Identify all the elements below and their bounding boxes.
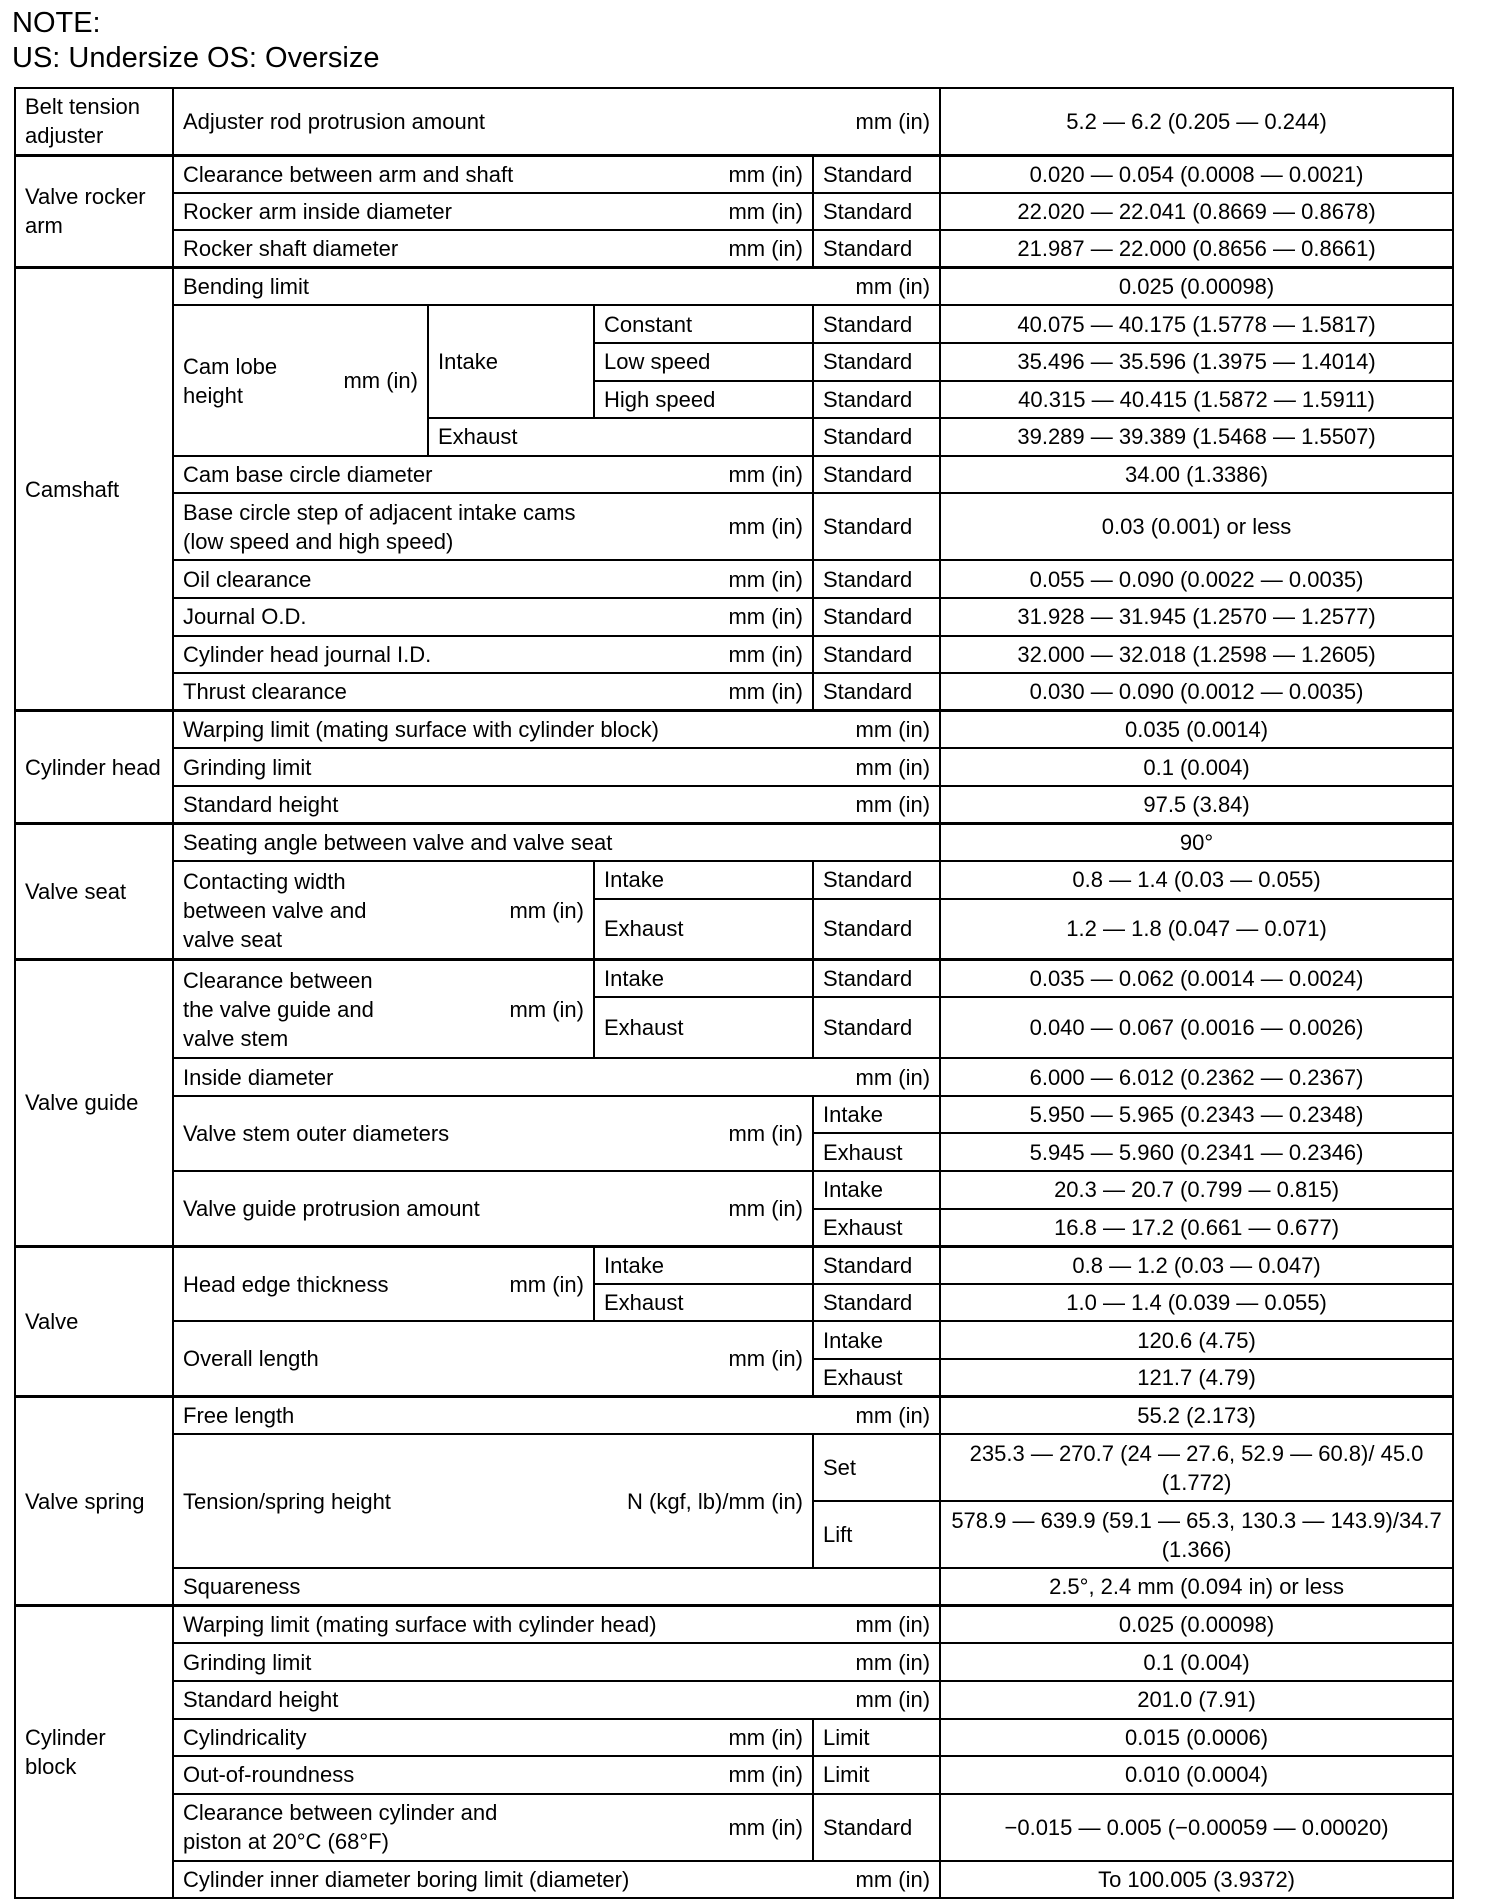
item-cell (173, 1756, 813, 1794)
item-cell (173, 456, 813, 494)
value-cell: 22.020 — 22.041 (0.8669 — 0.8678) (940, 193, 1453, 231)
table-row (15, 493, 1453, 560)
unit-label: mm (in) (728, 604, 803, 630)
unit-label: mm (in) (855, 1867, 931, 1893)
table-row (15, 636, 1453, 674)
group-label: Cylinder head (15, 711, 173, 824)
table-row (15, 1171, 1453, 1209)
item-label: Standard height (183, 791, 339, 817)
table-row (15, 268, 1453, 306)
unit-label: mm (in) (728, 1120, 803, 1146)
unit-label: mm (in) (855, 754, 931, 780)
unit-label: mm (in) (728, 161, 803, 187)
unit-label: N (kgf, lb)/mm (in) (627, 1488, 803, 1514)
unit-label: mm (in) (855, 1687, 931, 1713)
type-cell: Standard (813, 193, 940, 231)
value-cell: 97.5 (3.84) (940, 786, 1453, 824)
sub-label: Intake (813, 1171, 940, 1209)
table-row (15, 1397, 1453, 1435)
item-cell (173, 1681, 940, 1719)
item-cell (173, 1397, 940, 1435)
exhaust-label: Exhaust (428, 418, 813, 456)
item-cell (173, 711, 940, 749)
item-label: Overall length (183, 1346, 319, 1372)
value-cell: 16.8 — 17.2 (0.661 — 0.677) (940, 1209, 1453, 1247)
type-cell: Standard (813, 598, 940, 636)
table-row (15, 824, 1453, 862)
unit-label: mm (in) (855, 1064, 931, 1090)
value-cell: 0.040 — 0.067 (0.0016 — 0.0026) (940, 997, 1453, 1058)
unit-label: mm (in) (728, 514, 803, 540)
value-cell: 0.010 (0.0004) (940, 1756, 1453, 1794)
item-cell (173, 268, 940, 306)
type-cell: Standard (813, 960, 940, 998)
group-label: Valve guide (15, 960, 173, 1247)
item-label: Clearance between the valve guide and valve stem (183, 967, 374, 1051)
value-cell: 0.1 (0.004) (940, 1643, 1453, 1681)
value-cell: 235.3 — 270.7 (24 — 27.6, 52.9 — 60.8)/ 45.0 (1.772) (940, 1434, 1453, 1501)
unit-label: mm (in) (855, 1403, 931, 1429)
table-row (15, 1096, 1453, 1134)
item-cell (173, 1058, 940, 1096)
unit-label: mm (in) (728, 198, 803, 224)
item-label: Contacting width between valve and valve seat (183, 868, 367, 952)
item-cell (173, 861, 594, 960)
value-cell: 40.075 — 40.175 (1.5778 — 1.5817) (940, 305, 1453, 343)
sub-label: Constant (594, 305, 813, 343)
value-cell: 0.025 (0.00098) (940, 1606, 1453, 1644)
value-cell: 0.035 (0.0014) (940, 711, 1453, 749)
unit-label: mm (in) (728, 1814, 803, 1840)
type-cell: Standard (813, 381, 940, 419)
value-cell: 121.7 (4.79) (940, 1359, 1453, 1397)
value-cell: 21.987 — 22.000 (0.8656 — 0.8661) (940, 230, 1453, 268)
item-label: Journal O.D. (183, 604, 307, 630)
table-row (15, 1606, 1453, 1644)
item-cell (173, 1643, 940, 1681)
type-cell: Standard (813, 343, 940, 381)
table-row (15, 711, 1453, 749)
value-cell: 0.055 — 0.090 (0.0022 — 0.0035) (940, 560, 1453, 598)
note-title: NOTE: (12, 7, 101, 39)
sub-label: Intake (813, 1096, 940, 1134)
unit-label: mm (in) (855, 274, 931, 300)
value-cell: 0.03 (0.001) or less (940, 493, 1453, 560)
unit-label: mm (in) (728, 679, 803, 705)
item-cell (173, 1861, 940, 1899)
item-cell (173, 1096, 813, 1171)
item-cell (173, 786, 940, 824)
group-label: Cylinder block (15, 1606, 173, 1899)
item-label: Adjuster rod protrusion amount (183, 108, 486, 134)
value-cell: 1.2 — 1.8 (0.047 — 0.071) (940, 899, 1453, 960)
value-cell: 0.8 — 1.4 (0.03 — 0.055) (940, 861, 1453, 899)
table-row (15, 960, 1453, 998)
sub-label: Intake (594, 960, 813, 998)
item-label: Rocker shaft diameter (183, 236, 399, 262)
item-cell: Seating angle between valve and valve seat (173, 824, 940, 862)
value-cell: 0.8 — 1.2 (0.03 — 0.047) (940, 1246, 1453, 1284)
unit-label: mm (in) (728, 462, 803, 488)
item-cell (173, 748, 940, 786)
value-cell: 5.950 — 5.965 (0.2343 — 0.2348) (940, 1096, 1453, 1134)
unit-label: mm (in) (728, 641, 803, 667)
value-cell: To 100.005 (3.9372) (940, 1861, 1453, 1899)
table-row (15, 1681, 1453, 1719)
item-cell (173, 1794, 813, 1861)
item-cell (173, 1606, 940, 1644)
group-label: Belt tension adjuster (15, 88, 173, 155)
unit-label: mm (in) (728, 236, 803, 262)
value-cell: 120.6 (4.75) (940, 1321, 1453, 1359)
item-cell (173, 1246, 594, 1321)
item-label: Valve stem outer diameters (183, 1120, 450, 1146)
type-cell: Standard (813, 155, 940, 193)
item-label: Valve guide protrusion amount (183, 1195, 480, 1221)
sub-label: Low speed (594, 343, 813, 381)
type-cell: Limit (813, 1756, 940, 1794)
table-row (15, 1321, 1453, 1359)
value-cell: 6.000 — 6.012 (0.2362 — 0.2367) (940, 1058, 1453, 1096)
value-cell: 5.2 — 6.2 (0.205 — 0.244) (940, 88, 1453, 155)
table-row (15, 598, 1453, 636)
table-row (15, 456, 1453, 494)
value-cell: 0.035 — 0.062 (0.0014 — 0.0024) (940, 960, 1453, 998)
group-label: Valve spring (15, 1397, 173, 1606)
sub-label: Lift (813, 1501, 940, 1568)
table-row (15, 1719, 1453, 1757)
spec-table (14, 87, 1454, 1899)
item-cell (173, 636, 813, 674)
table-row (15, 155, 1453, 193)
sub-label: Exhaust (813, 1209, 940, 1247)
table-row (15, 193, 1453, 231)
item-cell (173, 88, 940, 155)
table-row (15, 305, 1453, 343)
item-label: Oil clearance (183, 566, 312, 592)
item-cell (173, 1321, 813, 1396)
type-cell: Standard (813, 493, 940, 560)
table-row (15, 230, 1453, 268)
item-label: Out-of-roundness (183, 1762, 355, 1788)
item-cell (173, 230, 813, 268)
unit-label: mm (in) (728, 566, 803, 592)
type-cell: Standard (813, 1794, 940, 1861)
item-cell (173, 155, 813, 193)
item-label: Inside diameter (183, 1064, 334, 1090)
item-label: Cylindricality (183, 1724, 307, 1750)
table-row (15, 1568, 1453, 1606)
table-row (15, 1246, 1453, 1284)
type-cell: Standard (813, 230, 940, 268)
sub-label: Exhaust (813, 1359, 940, 1397)
value-cell: 201.0 (7.91) (940, 1681, 1453, 1719)
item-label: Grinding limit (183, 754, 312, 780)
value-cell: 1.0 — 1.4 (0.039 — 0.055) (940, 1284, 1453, 1322)
sub-label: Intake (813, 1321, 940, 1359)
table-row (15, 1756, 1453, 1794)
value-cell: 0.025 (0.00098) (940, 268, 1453, 306)
item-label: Head edge thickness (183, 1271, 389, 1297)
type-cell: Standard (813, 899, 940, 960)
sub-label: Intake (594, 861, 813, 899)
item-label: Standard height (183, 1687, 339, 1713)
unit-label: mm (in) (728, 1346, 803, 1372)
table-row (15, 1434, 1453, 1501)
value-cell: 0.030 — 0.090 (0.0012 — 0.0035) (940, 673, 1453, 711)
item-cell (173, 960, 594, 1059)
unit-label: mm (in) (855, 1649, 931, 1675)
group-label: Valve seat (15, 824, 173, 960)
sub-label: Exhaust (594, 997, 813, 1058)
unit-label: mm (in) (855, 1612, 931, 1638)
type-cell: Standard (813, 560, 940, 598)
item-label: Grinding limit (183, 1649, 312, 1675)
value-cell: 40.315 — 40.415 (1.5872 — 1.5911) (940, 381, 1453, 419)
type-cell: Standard (813, 305, 940, 343)
item-label: Base circle step of adjacent intake cams (low speed and high speed) (183, 499, 576, 554)
item-label: Warping limit (mating surface with cylinder head) (183, 1612, 657, 1638)
value-cell: 34.00 (1.3386) (940, 456, 1453, 494)
value-cell: −0.015 — 0.005 (−0.00059 — 0.00020) (940, 1794, 1453, 1861)
item-label: Warping limit (mating surface with cylinder block) (183, 717, 659, 743)
type-cell: Standard (813, 418, 940, 456)
table-row (15, 1861, 1453, 1899)
item-label: Bending limit (183, 274, 309, 300)
item-cell (173, 493, 813, 560)
value-cell: 5.945 — 5.960 (0.2341 — 0.2346) (940, 1133, 1453, 1171)
unit-label: mm (in) (855, 791, 931, 817)
unit-label: mm (in) (728, 1195, 803, 1221)
item-label: Tension/spring height (183, 1488, 391, 1514)
sub-label: Exhaust (594, 1284, 813, 1322)
type-cell: Standard (813, 1284, 940, 1322)
group-label: Valve rocker arm (15, 155, 173, 268)
value-cell: 32.000 — 32.018 (1.2598 — 1.2605) (940, 636, 1453, 674)
value-cell: 578.9 — 639.9 (59.1 — 65.3, 130.3 — 143.9)/34.7 (1.366) (940, 1501, 1453, 1568)
item-cell (173, 598, 813, 636)
item-label: Cam lobe height (183, 353, 278, 408)
type-cell: Standard (813, 456, 940, 494)
item-cell (173, 305, 428, 455)
group-label: Camshaft (15, 268, 173, 711)
table-row (15, 560, 1453, 598)
sub-label: Set (813, 1434, 940, 1501)
type-cell: Standard (813, 636, 940, 674)
unit-label: mm (in) (509, 897, 584, 923)
item-label: Cam base circle diameter (183, 462, 433, 488)
item-cell: Squareness (173, 1568, 940, 1606)
intake-label: Intake (428, 305, 594, 418)
item-label: Clearance between cylinder and piston at 20°C (68°F) (183, 1800, 498, 1855)
unit-label: mm (in) (855, 717, 931, 743)
note-text: US: Undersize OS: Oversize (12, 42, 380, 74)
table-row (15, 88, 1453, 155)
note (12, 6, 379, 76)
item-label: Cylinder head journal I.D. (183, 641, 432, 667)
value-cell: 39.289 — 39.389 (1.5468 — 1.5507) (940, 418, 1453, 456)
value-cell: 55.2 (2.173) (940, 1397, 1453, 1435)
group-label: Valve (15, 1246, 173, 1396)
unit-label: mm (in) (728, 1762, 803, 1788)
unit-label: mm (in) (728, 1724, 803, 1750)
item-label: Thrust clearance (183, 679, 347, 705)
sub-label: Exhaust (813, 1133, 940, 1171)
item-label: Free length (183, 1403, 295, 1429)
item-cell (173, 560, 813, 598)
item-cell (173, 1719, 813, 1757)
type-cell: Limit (813, 1719, 940, 1757)
item-label: Clearance between arm and shaft (183, 161, 514, 187)
value-cell: 0.015 (0.0006) (940, 1719, 1453, 1757)
value-cell: 90° (940, 824, 1453, 862)
table-row (15, 748, 1453, 786)
value-cell: 0.1 (0.004) (940, 748, 1453, 786)
table-row (15, 1643, 1453, 1681)
unit-label: mm (in) (509, 996, 584, 1022)
table-row (15, 1794, 1453, 1861)
item-cell (173, 193, 813, 231)
type-cell: Standard (813, 673, 940, 711)
table-row (15, 786, 1453, 824)
item-label: Rocker arm inside diameter (183, 198, 452, 224)
value-cell: 31.928 — 31.945 (1.2570 — 1.2577) (940, 598, 1453, 636)
table-row (15, 1058, 1453, 1096)
value-cell: 35.496 — 35.596 (1.3975 — 1.4014) (940, 343, 1453, 381)
unit-label: mm (in) (855, 108, 931, 134)
value-cell: 0.020 — 0.054 (0.0008 — 0.0021) (940, 155, 1453, 193)
type-cell: Standard (813, 861, 940, 899)
item-label: Cylinder inner diameter boring limit (diameter) (183, 1867, 630, 1893)
sub-label: Exhaust (594, 899, 813, 960)
type-cell: Standard (813, 997, 940, 1058)
sub-label: Intake (594, 1246, 813, 1284)
value-cell: 2.5°, 2.4 mm (0.094 in) or less (940, 1568, 1453, 1606)
type-cell: Standard (813, 1246, 940, 1284)
value-cell: 20.3 — 20.7 (0.799 — 0.815) (940, 1171, 1453, 1209)
unit-label: mm (in) (343, 368, 418, 394)
item-cell (173, 673, 813, 711)
sub-label: High speed (594, 381, 813, 419)
table-row (15, 673, 1453, 711)
item-cell (173, 1434, 813, 1568)
table-row (15, 861, 1453, 899)
item-cell (173, 1171, 813, 1246)
unit-label: mm (in) (509, 1271, 584, 1297)
